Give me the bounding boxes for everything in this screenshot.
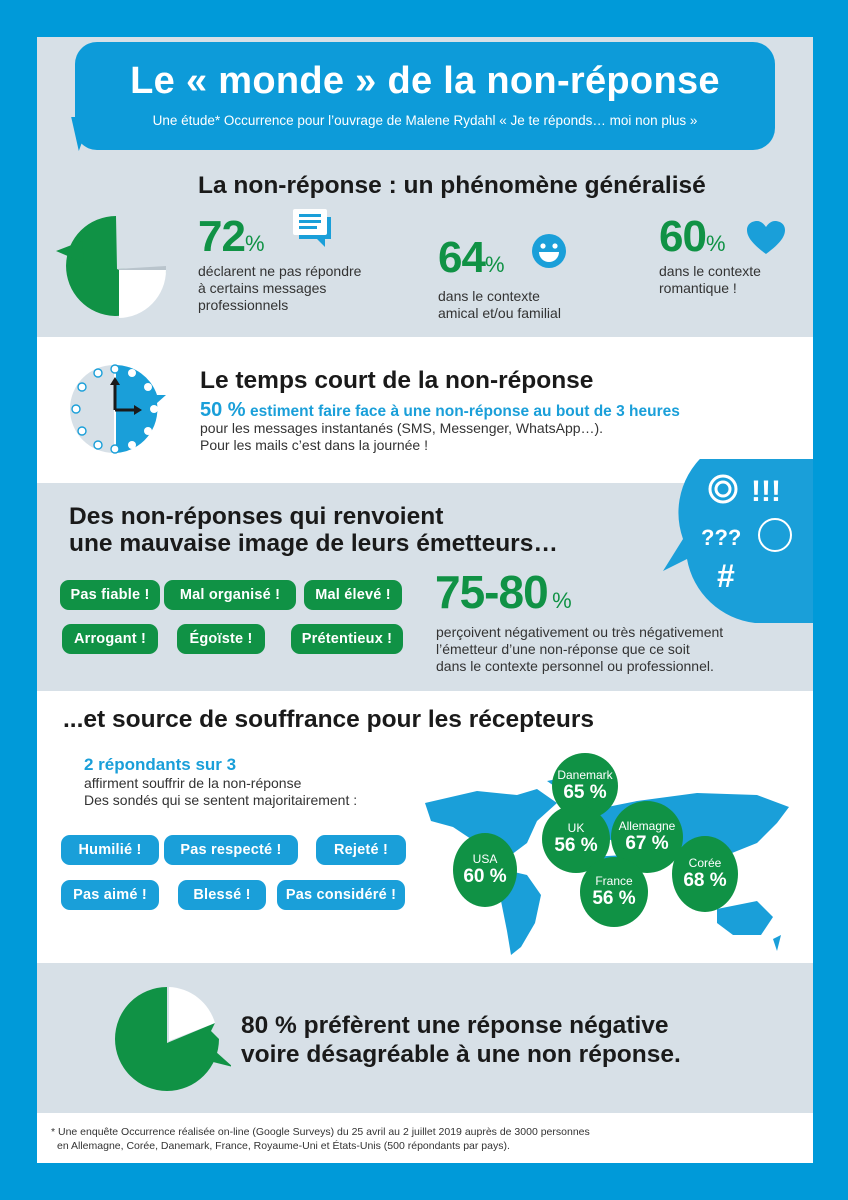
tag-egoiste: Égoïste ! [177,624,265,654]
stat-75-80: 75-80 % [435,566,572,618]
country-bubble-danemark: Danemark 65 % [552,753,618,819]
footnote-section [37,1113,813,1163]
svg-text:!!!: !!! [751,475,781,508]
stat-60-desc: dans le contexte romantique ! [659,263,761,296]
tag-rejete: Rejeté ! [316,835,406,865]
country-bubble-usa: USA 60 % [453,833,517,907]
page-title: Le « monde » de la non-réponse [130,60,720,102]
infographic-panel [37,37,813,1163]
tag-humilie: Humilié ! [61,835,159,865]
section4-desc: affirment souffrir de la non-réponse Des sondés qui se sentent majoritairement : [84,775,358,808]
heart-icon [747,221,785,255]
tag-pas-respecte: Pas respecté ! [164,835,298,865]
stat-64-desc: dans le contexte amical et/ou familial [438,288,561,321]
section5-statement: 80 % préfèrent une réponse négative voire désagréable à une non réponse. [241,1012,681,1068]
footnote: * Une enquête Occurrence réalisée on-line (Google Surveys) du 25 avril au 2 juillet 2019 auprès de 3000 personnes en Allemagne, Corée, Danemark, France, Royaume-Uni et États-Unis (500 répondants par pays). [51,1126,590,1152]
tag-blesse: Blessé ! [178,880,266,910]
tag-mal-organise: Mal organisé ! [164,580,296,610]
section2-desc: pour les messages instantanés (SMS, Messenger, WhatsApp…). Pour les mails c’est dans la journée ! [200,420,604,453]
section-prefer-negative [37,963,813,1113]
stat-72: 72% [198,212,265,261]
tag-pas-fiable: Pas fiable ! [60,580,160,610]
header-section [37,37,813,160]
tag-pas-considere: Pas considéré ! [277,880,405,910]
header-bubble [75,42,775,150]
tag-pretentieux: Prétentieux ! [291,624,403,654]
stat-72-desc: déclarent ne pas répondre à certains messages professionnels [198,263,362,313]
clock-icon [68,363,168,455]
stat-60: 60% [659,212,726,261]
country-bubble-france: France 56 % [580,857,648,927]
stat-75-80-desc: perçoivent négativement ou très négativement l’émetteur d’une non-réponse que ce soit dans le contexte personnel ou professionnel. [436,624,724,674]
tag-mal-eleve: Mal élevé ! [304,580,402,610]
country-bubble-coree: Corée 68 % [672,836,738,912]
smiley-icon [531,233,567,269]
pie-chart-80-icon [111,983,231,1095]
highlight-line: 50 % estiment faire face à une non-réponse au bout de 3 heures [200,399,680,421]
tag-arrogant: Arrogant ! [62,624,158,654]
section-suffering [37,691,813,963]
section-generalized [37,160,813,337]
section-title: La non-réponse : un phénomène généralisé [198,172,706,199]
chat-bubble-icon [291,207,335,249]
section-title: ...et source de souffrance pour les récepteurs [63,706,595,733]
svg-text:#: # [717,558,735,594]
svg-text:???: ??? [701,525,742,550]
stat-64: 64% [438,233,505,282]
country-bubble-uk: UK 56 % [542,805,610,873]
angry-symbols-bubble-icon [663,459,813,623]
stat-value: 72 [198,212,245,261]
highlight-2-sur-3: 2 répondants sur 3 [84,755,237,774]
country-bubble-allemagne: Allemagne 67 % [611,801,683,873]
tag-pas-aime: Pas aimé ! [61,880,159,910]
page-subtitle: Une étude* Occurrence pour l’ouvrage de Malene Rydahl « Je te réponds… moi non plus » [152,113,698,128]
section-title: Le temps court de la non-réponse [200,367,594,394]
pie-chart-72-icon [54,208,169,323]
section-title: Des non-réponses qui renvoient une mauvaise image de leurs émetteurs… [69,503,558,558]
